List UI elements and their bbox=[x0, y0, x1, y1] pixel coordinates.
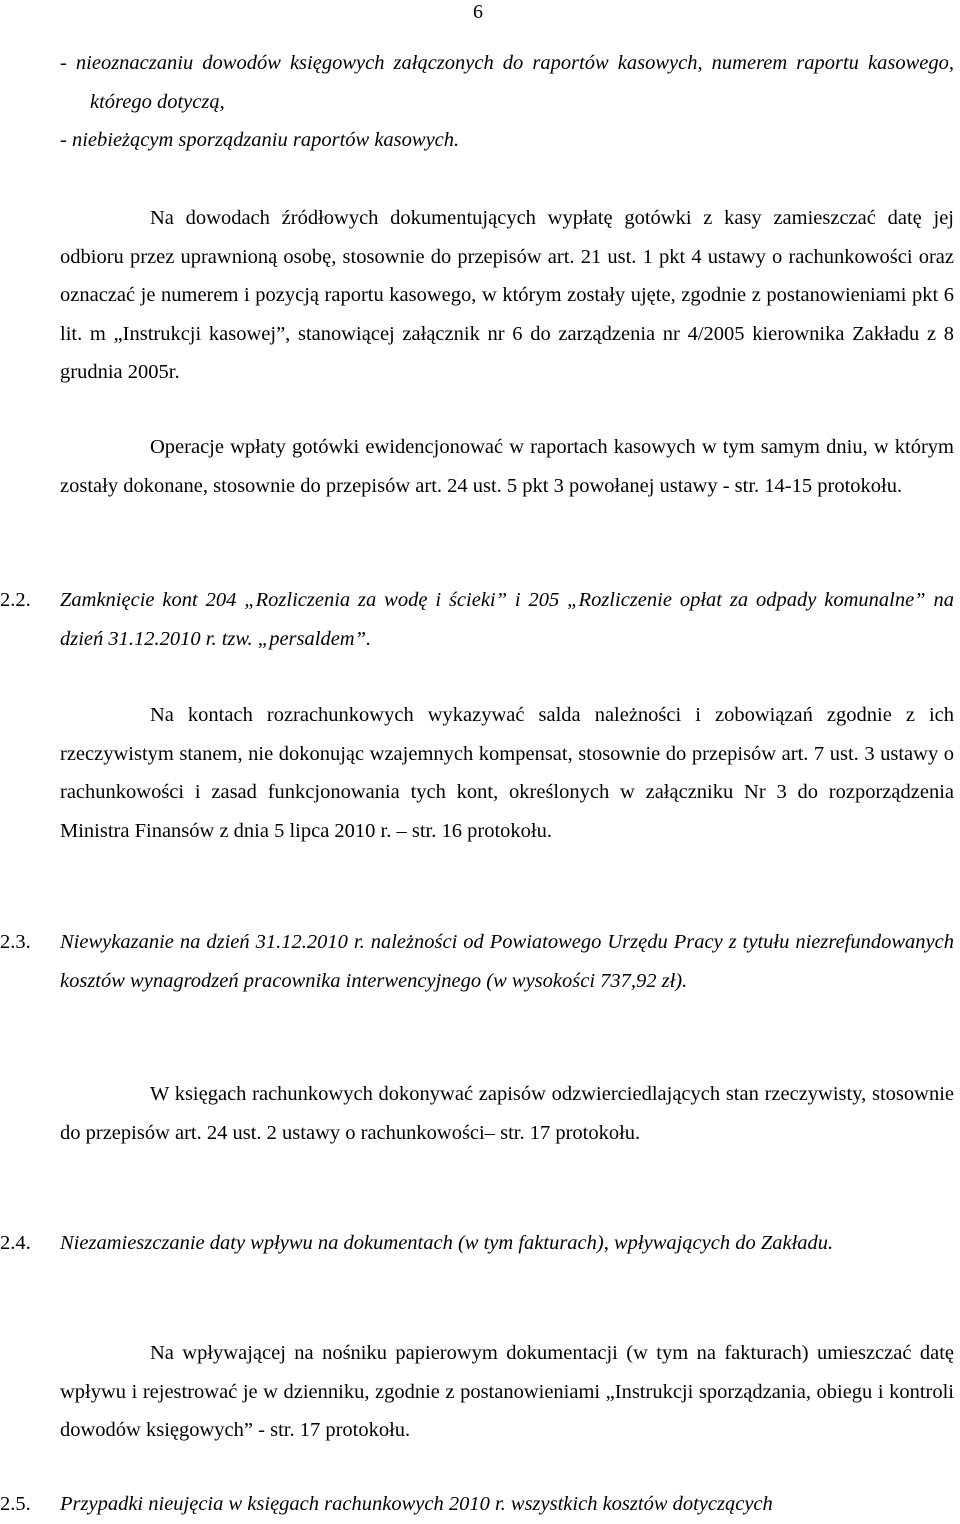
section-number: 2.5. bbox=[0, 1493, 31, 1515]
section-title: Przypadki nieujęcia w księgach rachunkowych 2010 r. wszystkich kosztów dotyczących bbox=[60, 1493, 773, 1515]
recommendation-paragraph: W księgach rachunkowych dokonywać zapisów odzwierciedlających stan rzeczywisty, stosownie do przepisów art. 24 ust. 2 ustawy o rachunkowości– str. 17 protokołu. bbox=[60, 1083, 954, 1144]
findings-list bbox=[60, 44, 954, 160]
section-number: 2.4. bbox=[0, 1232, 31, 1254]
section-title: Zamknięcie kont 204 „Rozliczenia za wodę i ścieki” i 205 „Rozliczenie opłat za odpady komunalne” na dzień 31.12.2010 r. tzw. „persaldem”. bbox=[60, 589, 954, 650]
recommendation-paragraph: Operacje wpłaty gotówki ewidencjonować w raportach kasowych w tym samym dniu, w którym zostały dokonane, stosownie do przepisów art. 24 ust. 5 pkt 3 powołanej ustawy - str. 14-15 protokołu. bbox=[60, 436, 954, 497]
list-item: - niebieżącym sporządzaniu raportów kasowych. bbox=[60, 129, 460, 151]
recommendation-paragraph: Na dowodach źródłowych dokumentujących wypłatę gotówki z kasy zamieszczać datę jej odbioru przez uprawnioną osobę, stosownie do przepisów art. 21 ust. 1 pkt 4 ustawy o rachunkowości oraz oznaczać je numerem i pozycją raportu kasowego, w którym zostały ujęte, zgodnie z postanowieniami pkt 6 lit. m „Instrukcji kasowej”, stanowiącej załącznik nr 6 do zarządzenia nr 4/2005 kierownika Zakładu z 8 grudnia 2005r. bbox=[60, 207, 954, 383]
section-number: 2.2. bbox=[0, 589, 31, 611]
recommendation-paragraph: Na kontach rozrachunkowych wykazywać salda należności i zobowiązań zgodnie z ich rzeczywistym stanem, nie dokonując wzajemnych kompensat, stosownie do przepisów art. 7 ust. 3 ustawy o rachunkowości i zasad funkcjonowania tych kont, określonych w załączniku Nr 3 do rozporządzenia Ministra Finansów z dnia 5 lipca 2010 r. – str. 16 protokołu. bbox=[60, 704, 954, 842]
recommendation-paragraph: Na wpływającej na nośniku papierowym dokumentacji (w tym na fakturach) umieszczać datę wpływu i rejestrować je w dzienniku, zgodnie z postanowieniami „Instrukcji sporządzania, obiegu i kontroli dowodów księgowych” - str. 17 protokołu. bbox=[60, 1342, 954, 1441]
section-title: Niezamieszczanie daty wpływu na dokumentach (w tym fakturach), wpływających do Zakładu. bbox=[60, 1232, 834, 1254]
section-number: 2.3. bbox=[0, 931, 31, 953]
section-title: Niewykazanie na dzień 31.12.2010 r. należności od Powiatowego Urzędu Pracy z tytułu niezrefundowanych kosztów wynagrodzeń pracownika interwencyjnego (w wysokości 737,92 zł). bbox=[60, 931, 954, 992]
list-item: - nieoznaczaniu dowodów księgowych załączonych do raportów kasowych, numerem raportu kasowego, którego dotyczą, bbox=[60, 52, 954, 113]
page-number: 6 bbox=[473, 1, 483, 23]
